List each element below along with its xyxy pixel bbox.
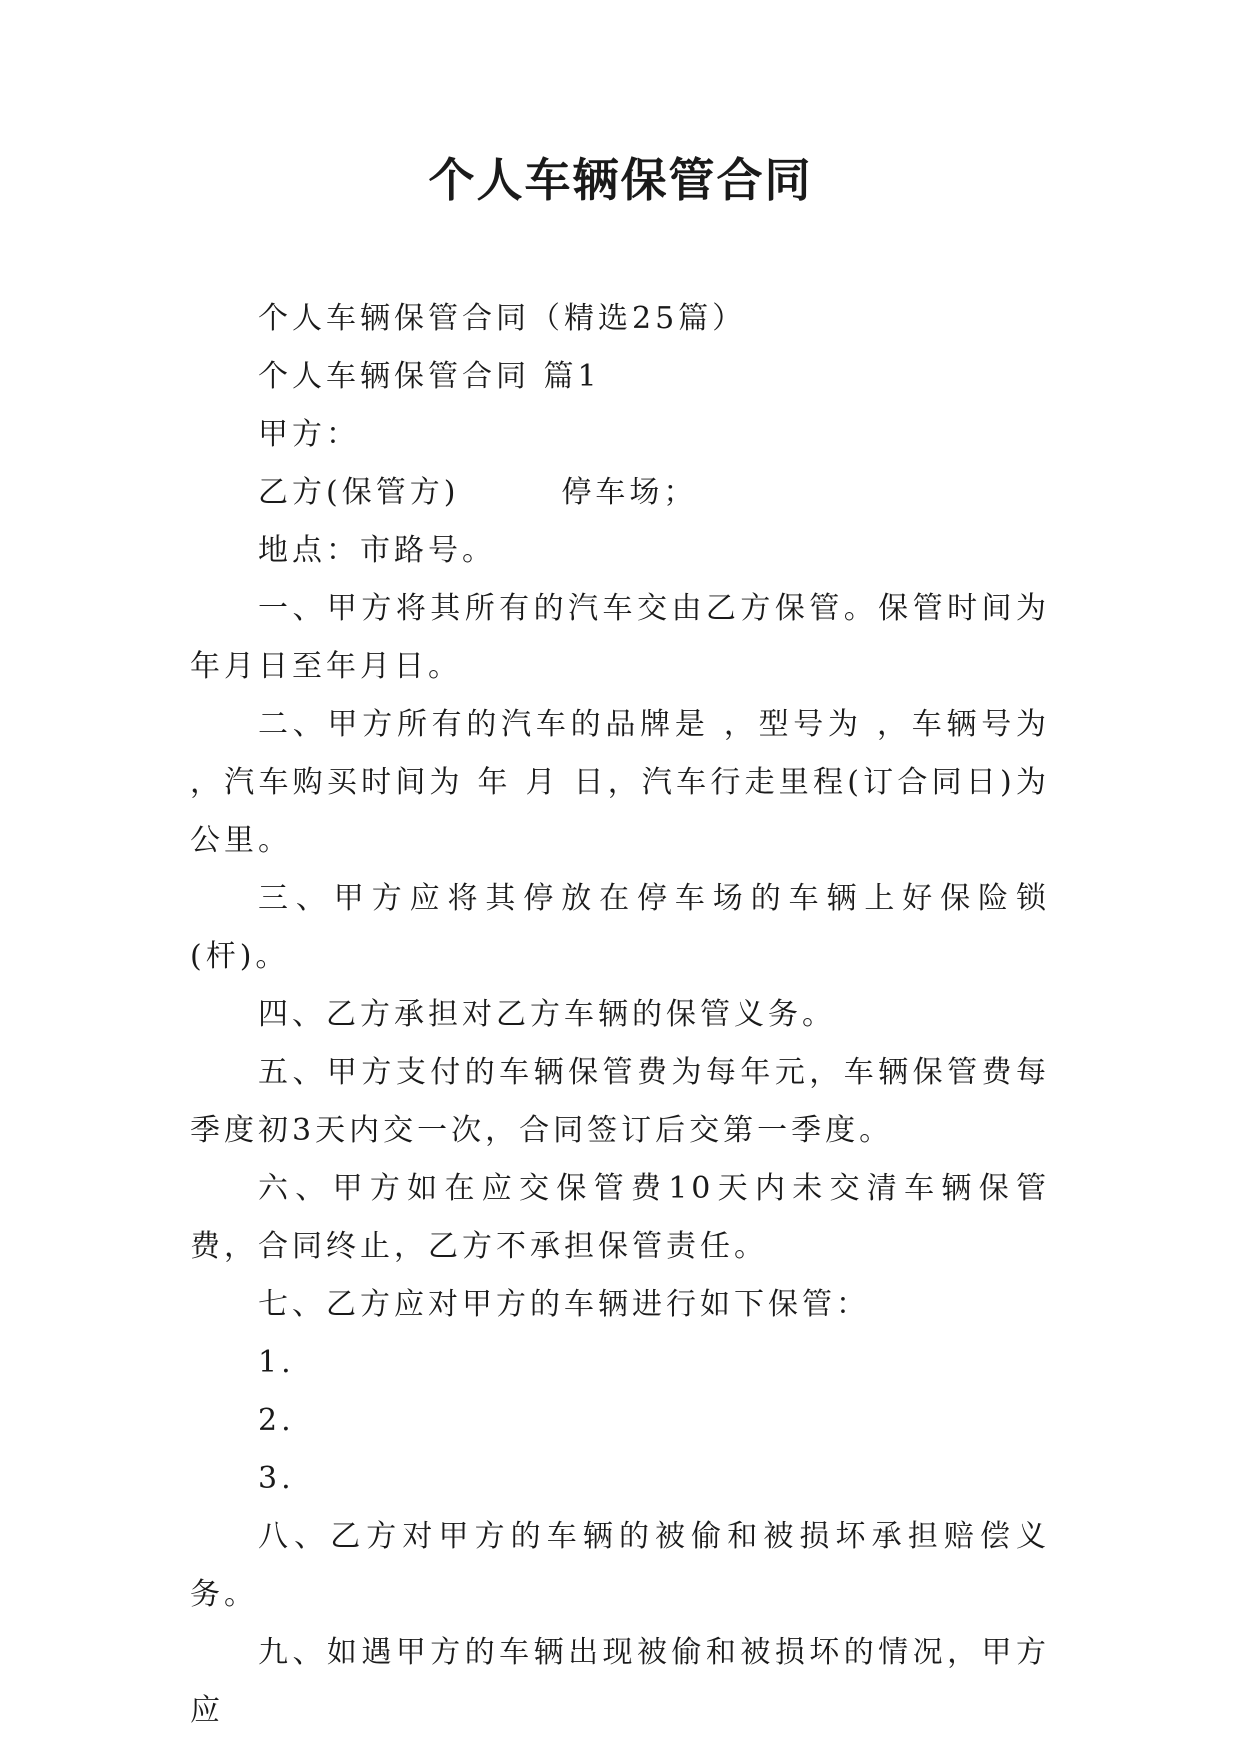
document-title: 个人车辆保管合同 xyxy=(428,153,813,207)
paragraph-party-a: 甲方： xyxy=(258,417,360,452)
list-item-2: 2. xyxy=(258,1403,295,1438)
list-item-1: 1. xyxy=(258,1345,295,1380)
paragraph-clause-9: 九、如遇甲方的车辆出现被偷和被损坏的情况，甲方应 xyxy=(190,1635,1050,1728)
paragraph-location: 地点：市路号。 xyxy=(258,533,496,568)
paragraph-clause-1: 一、甲方将其所有的汽车交由乙方保管。保管时间为年月日至年月日。 xyxy=(190,591,1050,684)
paragraph-clause-2: 二、甲方所有的汽车的品牌是 ，型号为 ，车辆号为 ，汽车购买时间为 年 月 日，汽车行走里程(订合同日)为 公里。 xyxy=(190,707,1064,858)
paragraph-clause-4: 四、乙方承担对乙方车辆的保管义务。 xyxy=(258,997,836,1032)
list-item-3: 3. xyxy=(258,1461,295,1496)
paragraph-subtitle: 个人车辆保管合同（精选25篇） xyxy=(258,301,747,336)
paragraph-party-b: 乙方(保管方) 停车场； xyxy=(258,475,698,510)
paragraph-clause-5: 五、甲方支付的车辆保管费为每年元，车辆保管费每季度初3天内交一次，合同签订后交第一季度。 xyxy=(190,1055,1050,1148)
paragraph-clause-3: 三、甲方应将其停放在停车场的车辆上好保险锁(杆)。 xyxy=(190,881,1050,974)
paragraph-clause-7: 七、乙方应对甲方的车辆进行如下保管： xyxy=(258,1287,870,1322)
document-body xyxy=(190,290,1064,1740)
paragraph-clause-6: 六、甲方如在应交保管费10天内未交清车辆保管费，合同终止，乙方不承担保管责任。 xyxy=(190,1171,1050,1264)
paragraph-section-heading: 个人车辆保管合同 篇1 xyxy=(258,359,601,394)
paragraph-clause-8: 八、乙方对甲方的车辆的被偷和被损坏承担赔偿义务。 xyxy=(190,1519,1050,1612)
